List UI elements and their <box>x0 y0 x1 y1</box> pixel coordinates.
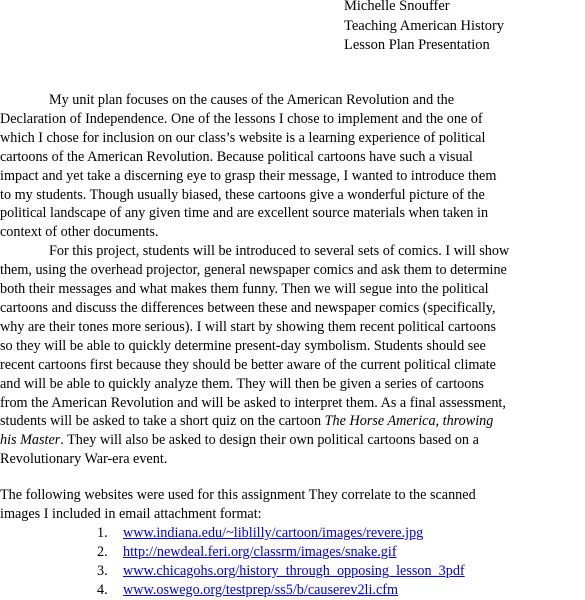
list-number: 1. <box>97 524 108 541</box>
text-line: to my students. Though usually biased, these cartoons give a wonderful picture of the <box>0 186 485 203</box>
list-item <box>0 524 585 543</box>
text-line: Revolutionary War-era event. <box>0 451 168 468</box>
text-line: them, using the overhead projector, general newspaper comics and ask them to determine <box>0 262 507 279</box>
course-name: Teaching American History <box>344 17 505 34</box>
websites-intro <box>0 486 585 524</box>
text-line: from the American Revolution and will be asked to interpret them. As a final assessment, <box>0 394 506 411</box>
text-line: impact and yet take a discerning eye to grasp their message, I wanted to introduce them <box>0 167 497 184</box>
list-item <box>0 562 585 581</box>
text-line: both their messages and what makes them funny. Then we will segue into the political <box>0 281 489 298</box>
website-link-chicagohs[interactable]: www.chicagohs.org/history_through_opposing_lesson_3pdf <box>123 562 465 579</box>
text-line: cartoons and discuss the differences between these and newspaper comics (specifically, <box>0 299 496 316</box>
website-link-oswego[interactable]: www.oswego.org/testprep/ss5/b/causerev2li.cfm <box>123 581 399 598</box>
paragraph-project <box>0 242 585 469</box>
text-line: For this project, students will be introduced to several sets of comics. I will show <box>49 243 510 260</box>
website-link-snake[interactable]: http://newdeal.feri.org/classrm/images/snake.gif <box>123 543 397 560</box>
text-line: which I chose for inclusion on our class’s website is a learning experience of political <box>0 129 486 146</box>
document-body <box>0 91 585 469</box>
text-fragment: students will be asked to take a short quiz on the cartoon <box>0 413 325 430</box>
text-line: so they will be able to quickly determine present-day symbolism. Students should see <box>0 337 486 354</box>
author-name: Michelle Snouffer <box>344 0 450 14</box>
text-line <box>0 431 585 450</box>
document-subtitle: Lesson Plan Presentation <box>344 37 490 54</box>
text-line: and will be able to quickly analyze them. They will then be given a series of cartoons <box>0 375 484 392</box>
text-line: why are their tones more serious). I will start by showing them recent political cartoons <box>0 318 497 335</box>
text-line <box>0 412 585 431</box>
text-line: The following websites were used for this assignment They correlate to the scanned <box>0 487 476 503</box>
list-number: 4. <box>97 581 108 598</box>
cartoon-title: The Horse America, throwing <box>324 413 494 430</box>
text-line: cartoons of the American Revolution. Because political cartoons have such a visual <box>0 148 473 165</box>
list-number: 2. <box>97 543 108 560</box>
text-line: context of other documents. <box>0 224 159 241</box>
text-line: political landscape of any given time and are excellent source materials when taken in <box>0 205 489 222</box>
paragraph-intro <box>0 91 585 242</box>
websites-section <box>0 486 585 600</box>
text-line: My unit plan focuses on the causes of the American Revolution and the <box>49 92 455 108</box>
text-line: Declaration of Independence. One of the lessons I chose to implement and the one of <box>0 110 483 127</box>
list-number: 3. <box>97 562 108 579</box>
cartoon-title-continued: his Master <box>0 432 61 449</box>
website-link-revere[interactable]: www.indiana.edu/~liblilly/cartoon/images/revere.jpg <box>123 524 424 541</box>
list-item <box>0 581 585 600</box>
author-header <box>344 0 584 56</box>
list-item <box>0 543 585 562</box>
text-line: images I included in email attachment format: <box>0 505 262 522</box>
text-fragment: . They will also be asked to design their own political cartoons based on a <box>60 432 479 449</box>
text-line: recent cartoons first because they should be better aware of the current political climate <box>0 356 496 373</box>
website-list <box>0 524 585 600</box>
